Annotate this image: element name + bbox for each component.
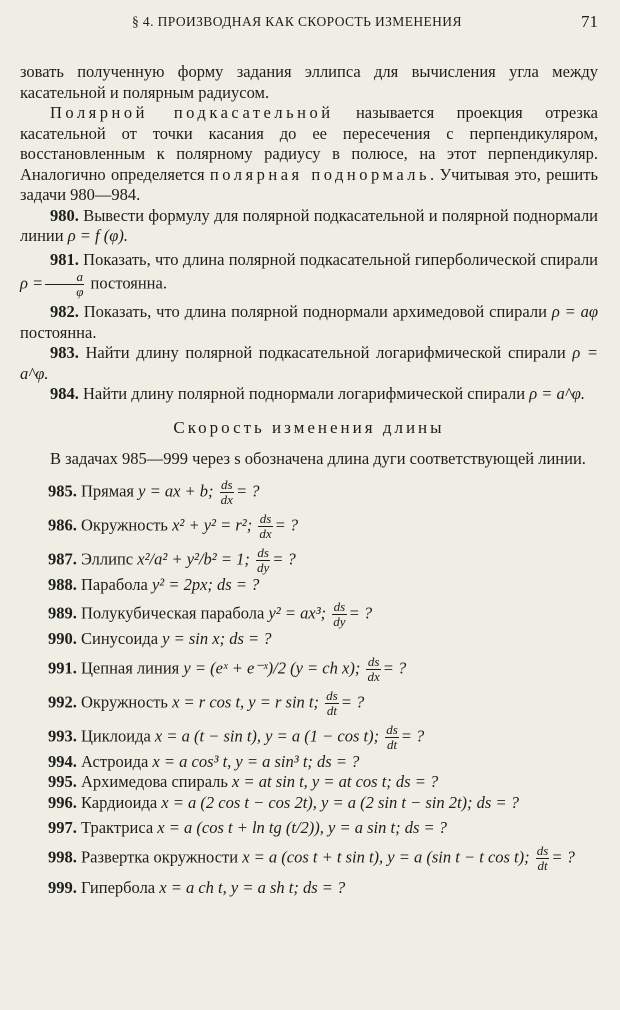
list-item: 999. Гипербола x = a ch t, y = a sh t; ds = ? bbox=[48, 877, 346, 897]
problem-983: 983. Найти длину полярной подкасательной логарифмической спирали ρ = a^φ. bbox=[20, 343, 598, 383]
problem-980: 980. Вывести формулу для полярной подкасательной и полярной поднормали линии ρ = f (φ). bbox=[20, 205, 599, 245]
list-item: 995. Архимедова спираль x = at sin t, y = at cos t; ds = ? bbox=[48, 772, 439, 791]
definition-text-1: называется проекция отрезка касательной от точки касания до ее пересечения с перпендикуляром, восстановленным к полярному радиусу в полюсе, на этот перпендикуляр. Аналогично определяется bbox=[20, 103, 598, 184]
list-item: 990. Синусоида y = sin x; ds = ? bbox=[48, 629, 272, 648]
list-item: 997. Трактриса x = a (cos t + ln tg (t/2)), y = a sin t; ds = ? bbox=[48, 818, 448, 837]
list-item: 987. Эллипс x²/a² + y²/b² = 1; $\frac{ds}{dy}$ = ? bbox=[48, 544, 296, 575]
problem-982: 982. Показать, что длина полярной поднормали архимедовой спирали ρ = aφ постоянна. bbox=[20, 302, 599, 342]
list-item: 998. Развертка окружности x = a (cos t + t sin t), y = a (sin t − t cos t); $\frac{ds}{dt}$ = ? bbox=[48, 842, 575, 873]
problem-984: 984. Найти длину полярной поднормали логарифмической спирали ρ = a^φ. bbox=[50, 384, 585, 403]
list-item: 992. Окружность x = r cos t, y = r sin t; $\frac{ds}{dt}$ = ? bbox=[48, 687, 365, 718]
list-item: 994. Астроида x = a cos³ t, y = a sin³ t; ds = ? bbox=[48, 751, 360, 771]
list-item: 988. Парабола y² = 2px; ds = ? bbox=[48, 574, 260, 594]
intro-paragraph: зовать полученную форму задания эллипса для вычисления угла между касательной и полярным радиусом. bbox=[20, 62, 598, 102]
list-item: 985. Прямая y = ax + b; $\frac{ds}{dx}$ = ? bbox=[48, 476, 260, 507]
section-intro: В задачах 985—999 через s обозначена длина дуги соответствующей линии. bbox=[50, 449, 586, 468]
list-item: 993. Циклоида x = a (t − sin t), y = a (1 − cos t); $\frac{ds}{dt}$ = ? bbox=[48, 721, 425, 752]
section-title: Скорость изменения длины bbox=[173, 417, 445, 437]
term-polar-subtangent: Полярной подкасательной bbox=[50, 103, 334, 122]
running-head: § 4. ПРОИЗВОДНАЯ КАК СКОРОСТЬ ИЗМЕНЕНИЯ bbox=[132, 14, 462, 29]
fraction: $\frac{a}{\varphi}$ bbox=[45, 270, 84, 299]
page-number: 71 bbox=[581, 12, 598, 31]
problem-list bbox=[20, 478, 598, 899]
definition-paragraph bbox=[20, 103, 598, 206]
list-item: 986. Окружность x² + y² = r²; $\frac{ds}{dx}$ = ? bbox=[48, 510, 299, 541]
term-polar-subnormal: полярная поднормаль bbox=[209, 164, 431, 184]
problem-981: 981. Показать, что длина полярной подкасательной гиперболической спирали ρ = $\frac{a}{\varphi}$ постоянна. bbox=[20, 249, 599, 299]
page-body bbox=[20, 62, 598, 898]
list-item: 996. Кардиоида x = a (2 cos t − cos 2t), y = a (2 sin t − sin 2t); ds = ? bbox=[48, 792, 519, 812]
list-item: 991. Цепная линия y = (eˣ + e⁻ˣ)/2 (y = ch x); $\frac{ds}{dx}$ = ? bbox=[48, 653, 407, 684]
definition-text-2: . Учитывая это, решить задачи 980—984. bbox=[20, 164, 598, 204]
list-item: 989. Полукубическая парабола y² = ax³; $\frac{ds}{dy}$ = ? bbox=[48, 599, 373, 629]
page-header bbox=[120, 14, 598, 34]
